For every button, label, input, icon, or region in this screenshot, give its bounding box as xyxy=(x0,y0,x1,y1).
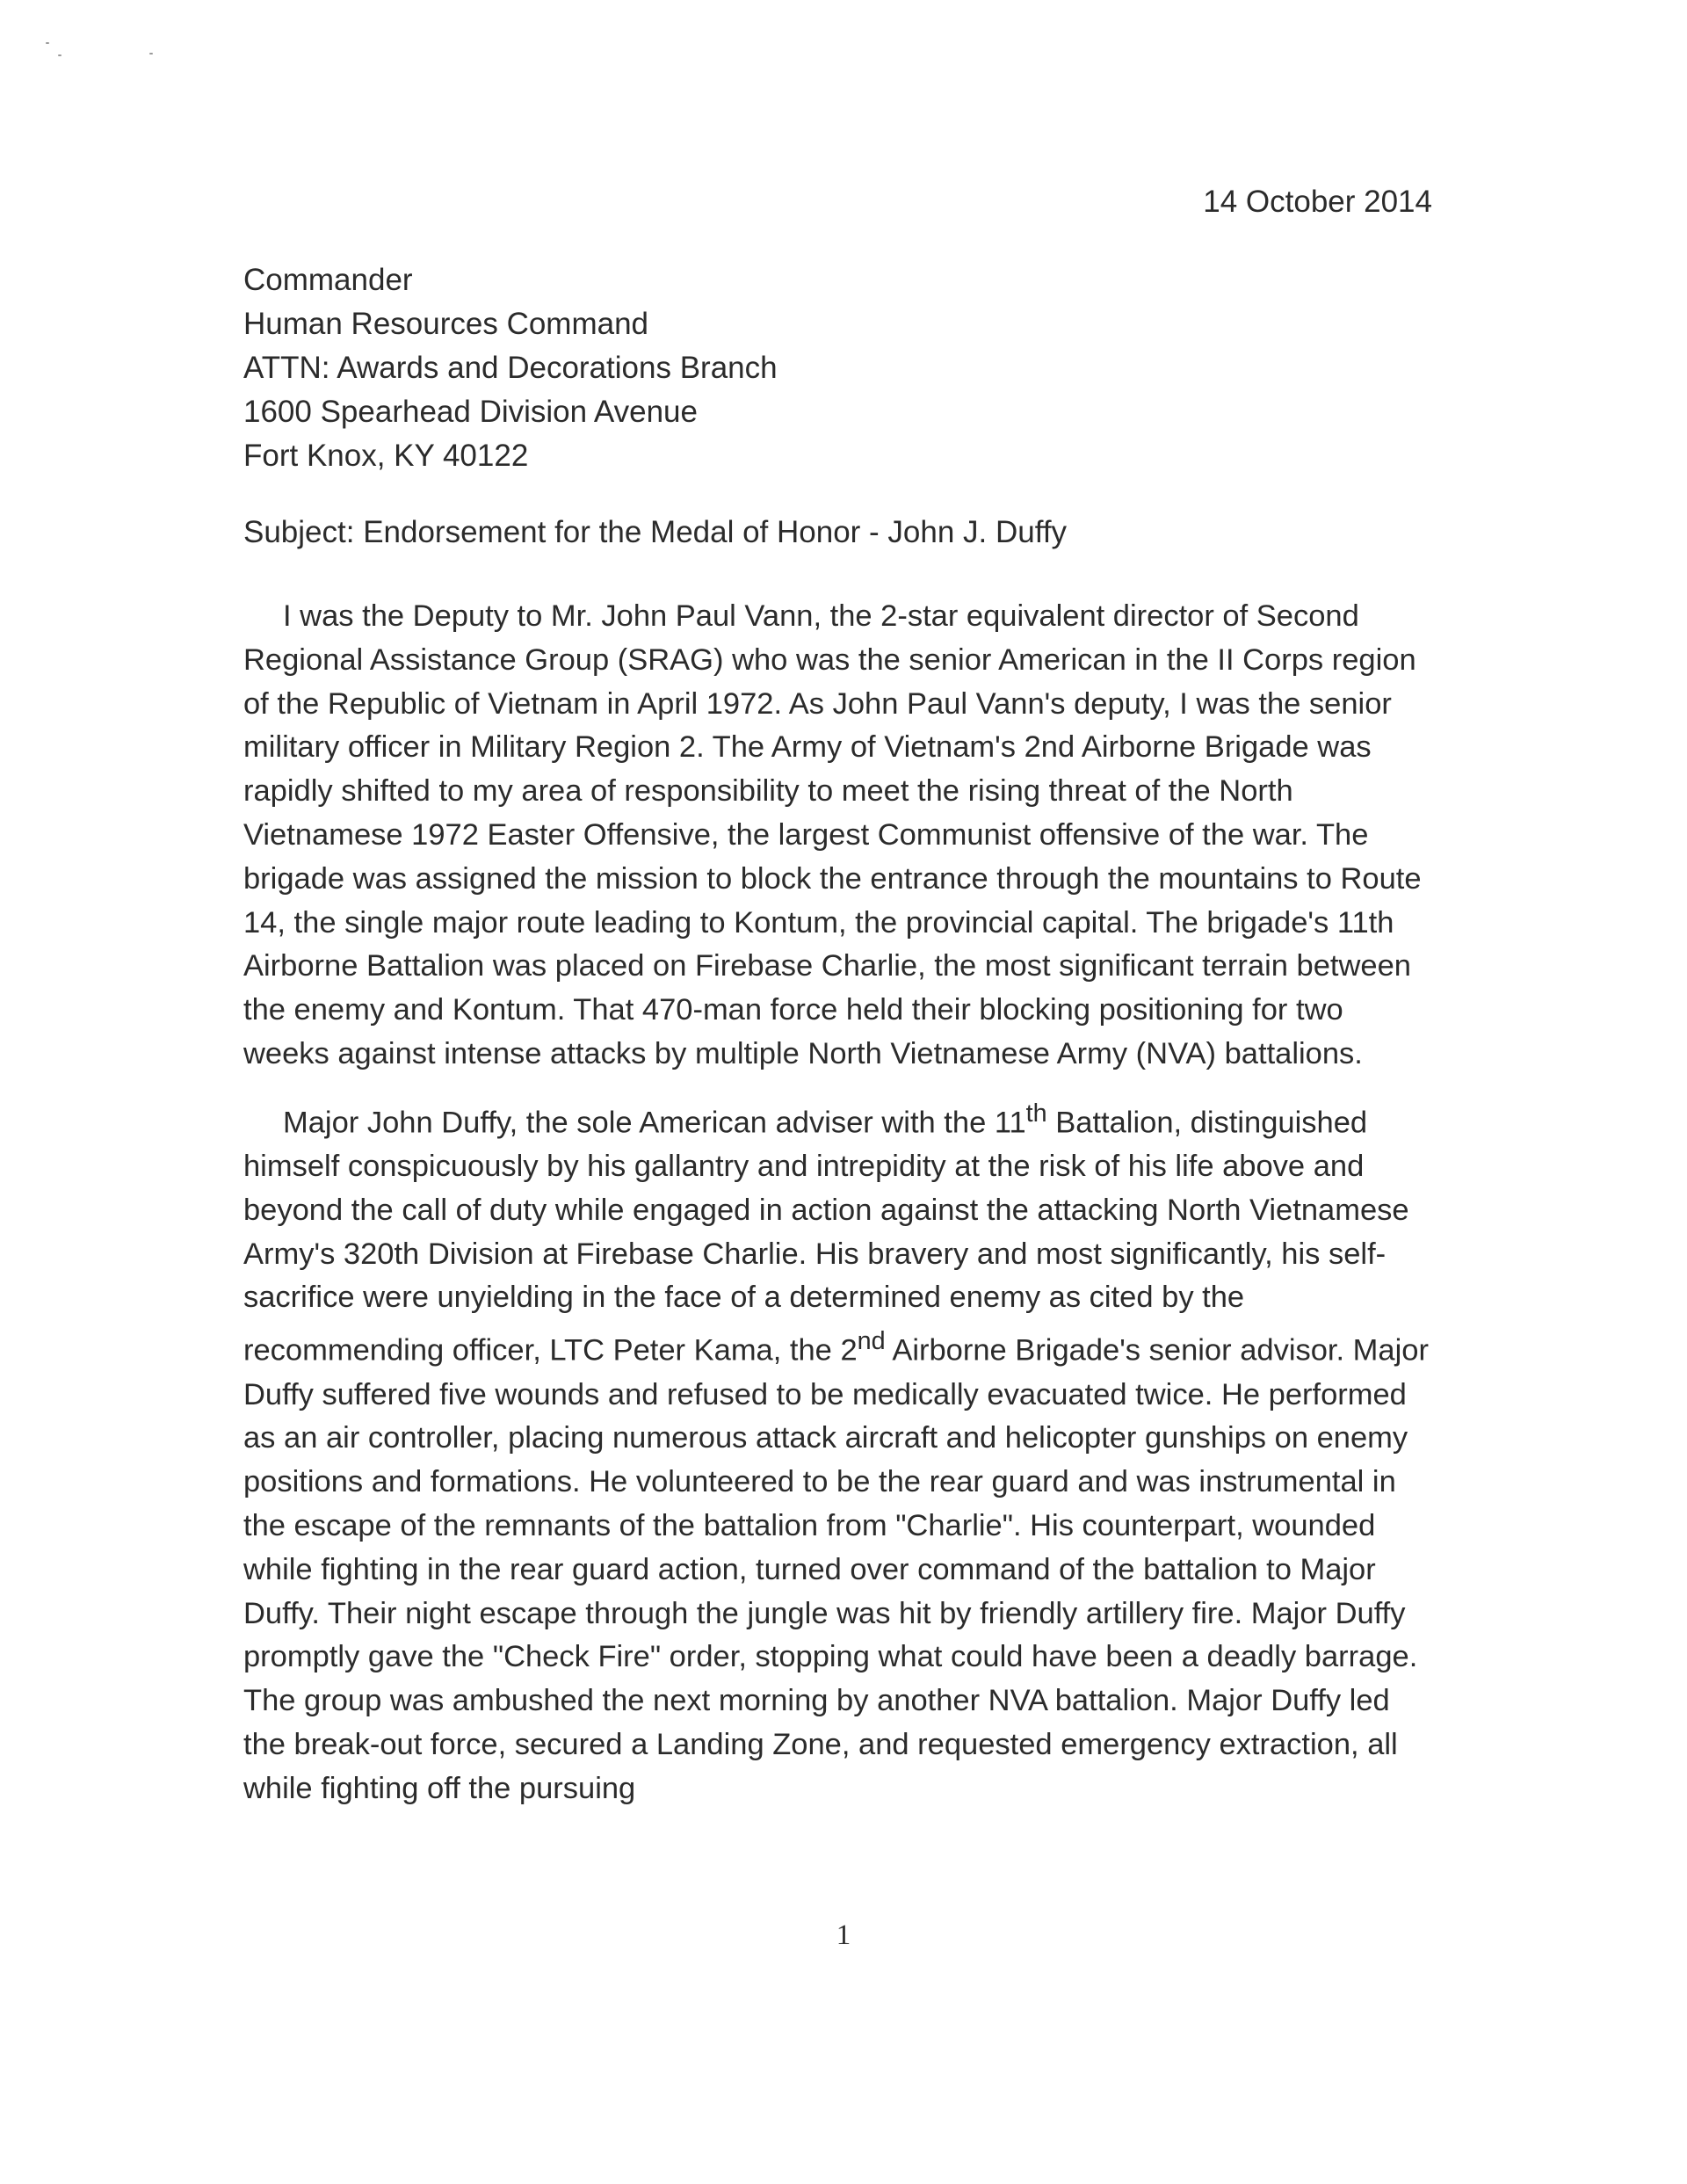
letter-body xyxy=(243,595,1433,1827)
ordinal-suffix: nd xyxy=(857,1327,886,1356)
paragraph: I was the Deputy to Mr. John Paul Vann, the 2-star equivalent director of Second Regional Assistance Group (SRAG) who was the senior American in the II Corps region of the Republic of Vietnam in April 1972. As John Paul Vann's deputy, I was the senior military officer in Military Region 2. The Army of Vietnam's 2nd Airborne Brigade was rapidly shifted to my area of responsibility to meet the rising threat of the North Vietnamese 1972 Easter Offensive, the largest Communist offensive of the war. The brigade was assigned the mission to block the entrance through the mountains to Route 14, the single major route leading to Kontum, the provincial capital. The brigade's 11th Airborne Battalion was placed on Firebase Charlie, the most significant terrain between the enemy and Kontum. That 470-man force held their blocking positioning for two weeks against intense attacks by multiple North Vietnamese Army (NVA) battalions. xyxy=(243,599,1422,1070)
paragraph xyxy=(243,1092,1433,1811)
subject-line: Subject: Endorsement for the Medal of Honor - John J. Duffy xyxy=(243,515,1068,549)
address-line: Commander xyxy=(243,263,413,297)
paragraph-text: Airborne Brigade's senior advisor. Major Duffy suffered five wounds and refused to be medically evacuated twice. He performed as an air controller, placing numerous attack aircraft and helicopter gunships on enemy positions and formations. He volunteered to be the rear guard and was instrumental in the escape of the remnants of the battalion from "Charlie". His counterpart, wounded while fighting in the rear guard action, turned over command of the battalion to Major Duffy. Their night escape through the jungle was hit by friendly artillery fire. Major Duffy promptly gave the "Check Fire" order, stopping what could have been a deadly barrage. The group was ambushed the next morning by another NVA battalion. Major Duffy led the break-out force, secured a Landing Zone, and requested emergency extraction, all while fighting off the pursuing xyxy=(243,1333,1429,1805)
ordinal-suffix: th xyxy=(1025,1099,1047,1128)
address-line: Human Resources Command xyxy=(243,307,649,341)
address-line: ATTN: Awards and Decorations Branch xyxy=(243,351,778,385)
paragraph-text: Battalion, distinguished himself conspicuously by his gallantry and intrepidity at the risk of his life above and beyond the call of duty while engaged in action against the attacking North Vietnamese Army's 320th Division at Firebase Charlie. His bravery and most significantly, his self-sacrifice were unyielding in the face of a determined enemy as cited by the recommending officer, LTC Peter Kama, the 2 xyxy=(243,1106,1409,1368)
letter-date: 14 October 2014 xyxy=(1203,185,1432,219)
paragraph-text: Major John Duffy, the sole American adviser with the 11 xyxy=(283,1106,1026,1140)
scan-speck xyxy=(46,42,49,44)
scan-speck xyxy=(58,54,62,56)
recipient-address xyxy=(243,258,778,478)
page-number: 1 xyxy=(836,1919,851,1951)
address-line: 1600 Spearhead Division Avenue xyxy=(243,395,698,429)
address-line: Fort Knox, KY 40122 xyxy=(243,439,529,473)
scan-speck xyxy=(149,53,153,54)
